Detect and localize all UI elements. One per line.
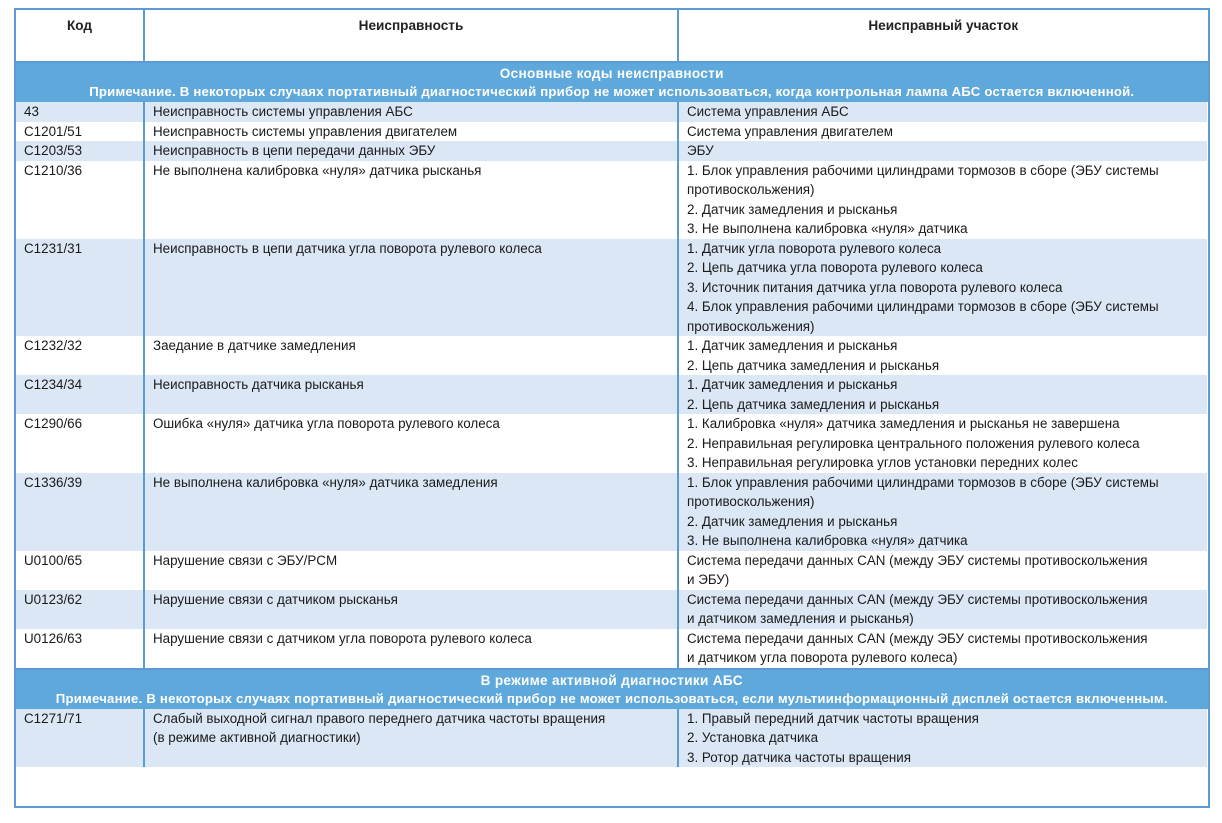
section-header-row — [16, 62, 1208, 102]
fault-cell — [144, 473, 678, 551]
area-line: Система передачи данных CAN (между ЭБУ системы противоскольжения — [687, 591, 1148, 607]
dtc-table-sheet — [14, 8, 1210, 808]
section-header-row — [16, 669, 1208, 709]
area-line: Система управления АБС — [687, 104, 849, 119]
code-cell: C1290/66 — [16, 414, 144, 473]
fault-line: (в режиме активной диагностики) — [153, 730, 361, 745]
fault-line: Нарушение связи с датчиком угла поворота рулевого колеса — [153, 630, 532, 646]
table-row — [16, 122, 1208, 142]
fault-cell — [144, 590, 678, 629]
fault-cell — [144, 336, 678, 375]
fault-line: Неисправность в цепи датчика угла поворота рулевого колеса — [153, 240, 542, 256]
section-header — [16, 669, 1208, 709]
fault-line: Не выполнена калибровка «нуля» датчика замедления — [153, 474, 498, 490]
table-row — [16, 239, 1208, 337]
code-cell: U0126/63 — [16, 629, 144, 669]
area-cell — [678, 122, 1208, 142]
area-line: 3. Ротор датчика частоты вращения — [687, 749, 912, 765]
fault-cell — [144, 161, 678, 239]
code-cell: U0123/62 — [16, 590, 144, 629]
area-line: 2. Неправильная регулировка центрального положения рулевого колеса — [687, 435, 1140, 451]
area-line: 1. Калибровка «нуля» датчика замедления и рысканья не завершена — [687, 416, 1120, 431]
code-cell: C1336/39 — [16, 473, 144, 551]
table-row — [16, 375, 1208, 414]
area-cell — [678, 629, 1208, 669]
area-line: 1. Блок управления рабочими цилиндрами тормозов в сборе (ЭБУ системы — [687, 474, 1159, 490]
fault-cell — [144, 629, 678, 669]
table-row — [16, 473, 1208, 551]
table-row — [16, 161, 1208, 239]
area-line: 2. Цепь датчика замедления и рысканья — [687, 396, 940, 412]
area-line: 1. Датчик замедления и рысканья — [687, 338, 898, 353]
table-row — [16, 414, 1208, 473]
section-note: Примечание. В некоторых случаях портативный диагностический прибор не может использоваться, если мультиинформационный дисплей остается включенным. — [55, 690, 1168, 706]
area-line: противоскольжения) — [687, 182, 815, 197]
area-cell — [678, 551, 1208, 590]
table-row — [16, 709, 1208, 768]
area-cell — [678, 709, 1208, 768]
table-row — [16, 336, 1208, 375]
area-line: и ЭБУ) — [687, 572, 730, 587]
area-line: и датчиком замедления и рысканья) — [687, 611, 914, 626]
area-line: 2. Цепь датчика замедления и рысканья — [687, 357, 940, 373]
table-row — [16, 551, 1208, 590]
area-line: противоскольжения) — [687, 318, 815, 334]
code-cell: U0100/65 — [16, 551, 144, 590]
fault-line: Нарушение связи с ЭБУ/PCM — [153, 552, 338, 568]
table-header-row — [16, 10, 1208, 62]
fault-line: Слабый выходной сигнал правого переднего датчика частоты вращения — [153, 710, 606, 726]
fault-cell — [144, 122, 678, 142]
area-cell — [678, 375, 1208, 414]
fault-line: Не выполнена калибровка «нуля» датчика рысканья — [153, 162, 482, 178]
section-title: Основные коды неисправности — [499, 66, 724, 81]
area-cell — [678, 141, 1208, 161]
header-area: Неисправный участок — [678, 10, 1208, 62]
area-line: 2. Цепь датчика угла поворота рулевого колеса — [687, 260, 983, 275]
area-line: 1. Датчик угла поворота рулевого колеса — [687, 240, 942, 256]
code-cell: 43 — [16, 102, 144, 122]
fault-line: Неисправность в цепи передачи данных ЭБУ — [153, 143, 436, 158]
code-cell: C1210/36 — [16, 161, 144, 239]
table-row — [16, 629, 1208, 669]
fault-cell — [144, 239, 678, 337]
area-line: 1. Правый передний датчик частоты вращения — [687, 710, 979, 726]
table-body — [16, 62, 1208, 767]
area-line: 3. Неправильная регулировка углов установки передних колес — [687, 455, 1078, 470]
area-line: 2. Установка датчика — [687, 730, 819, 745]
dtc-table — [16, 10, 1208, 767]
fault-cell — [144, 141, 678, 161]
fault-line: Ошибка «нуля» датчика угла поворота рулевого колеса — [153, 416, 500, 431]
area-line: 2. Датчик замедления и рысканья — [687, 201, 898, 217]
area-line: Система передачи данных CAN (между ЭБУ системы противоскольжения — [687, 630, 1148, 646]
area-line: и датчиком угла поворота рулевого колеса) — [687, 650, 958, 665]
fault-line: Неисправность системы управления двигателем — [153, 123, 458, 139]
section-title: В режиме активной диагностики АБС — [480, 672, 743, 688]
header-code: Код — [16, 10, 144, 62]
area-line: 1. Блок управления рабочими цилиндрами тормозов в сборе (ЭБУ системы — [687, 162, 1159, 178]
fault-line: Неисправность системы управления АБС — [153, 104, 413, 119]
section-note: Примечание. В некоторых случаях портативный диагностический прибор не может использоваться, когда контрольная лампа АБС остается включенной. — [89, 84, 1135, 99]
table-row — [16, 141, 1208, 161]
fault-cell — [144, 414, 678, 473]
table-row — [16, 590, 1208, 629]
area-line: 4. Блок управления рабочими цилиндрами тормозов в сборе (ЭБУ системы — [687, 299, 1159, 314]
area-line: Система управления двигателем — [687, 123, 894, 139]
fault-line: Нарушение связи с датчиком рысканья — [153, 591, 398, 607]
area-cell — [678, 161, 1208, 239]
header-fault: Неисправность — [144, 10, 678, 62]
code-cell: C1203/53 — [16, 141, 144, 161]
code-cell: C1232/32 — [16, 336, 144, 375]
table-row — [16, 102, 1208, 122]
code-cell: C1271/71 — [16, 709, 144, 768]
area-cell — [678, 590, 1208, 629]
area-cell — [678, 336, 1208, 375]
area-line: 1. Датчик замедления и рысканья — [687, 377, 898, 392]
area-line: ЭБУ — [687, 143, 714, 158]
area-line: Система передачи данных CAN (между ЭБУ системы противоскольжения — [687, 552, 1148, 568]
fault-cell — [144, 709, 678, 768]
code-cell: C1231/31 — [16, 239, 144, 337]
fault-cell — [144, 375, 678, 414]
area-cell — [678, 102, 1208, 122]
code-cell: C1201/51 — [16, 122, 144, 142]
fault-line: Неисправность датчика рысканья — [153, 377, 364, 392]
code-cell: C1234/34 — [16, 375, 144, 414]
area-line: 2. Датчик замедления и рысканья — [687, 513, 898, 529]
fault-cell — [144, 102, 678, 122]
area-line: 3. Не выполнена калибровка «нуля» датчика — [687, 221, 968, 236]
area-cell — [678, 473, 1208, 551]
section-header — [16, 62, 1208, 102]
fault-cell — [144, 551, 678, 590]
area-line: противоскольжения) — [687, 494, 815, 509]
area-cell — [678, 414, 1208, 473]
area-line: 3. Источник питания датчика угла поворота рулевого колеса — [687, 279, 1063, 295]
area-line: 3. Не выполнена калибровка «нуля» датчика — [687, 533, 968, 548]
fault-line: Заедание в датчике замедления — [153, 338, 356, 353]
area-cell — [678, 239, 1208, 337]
